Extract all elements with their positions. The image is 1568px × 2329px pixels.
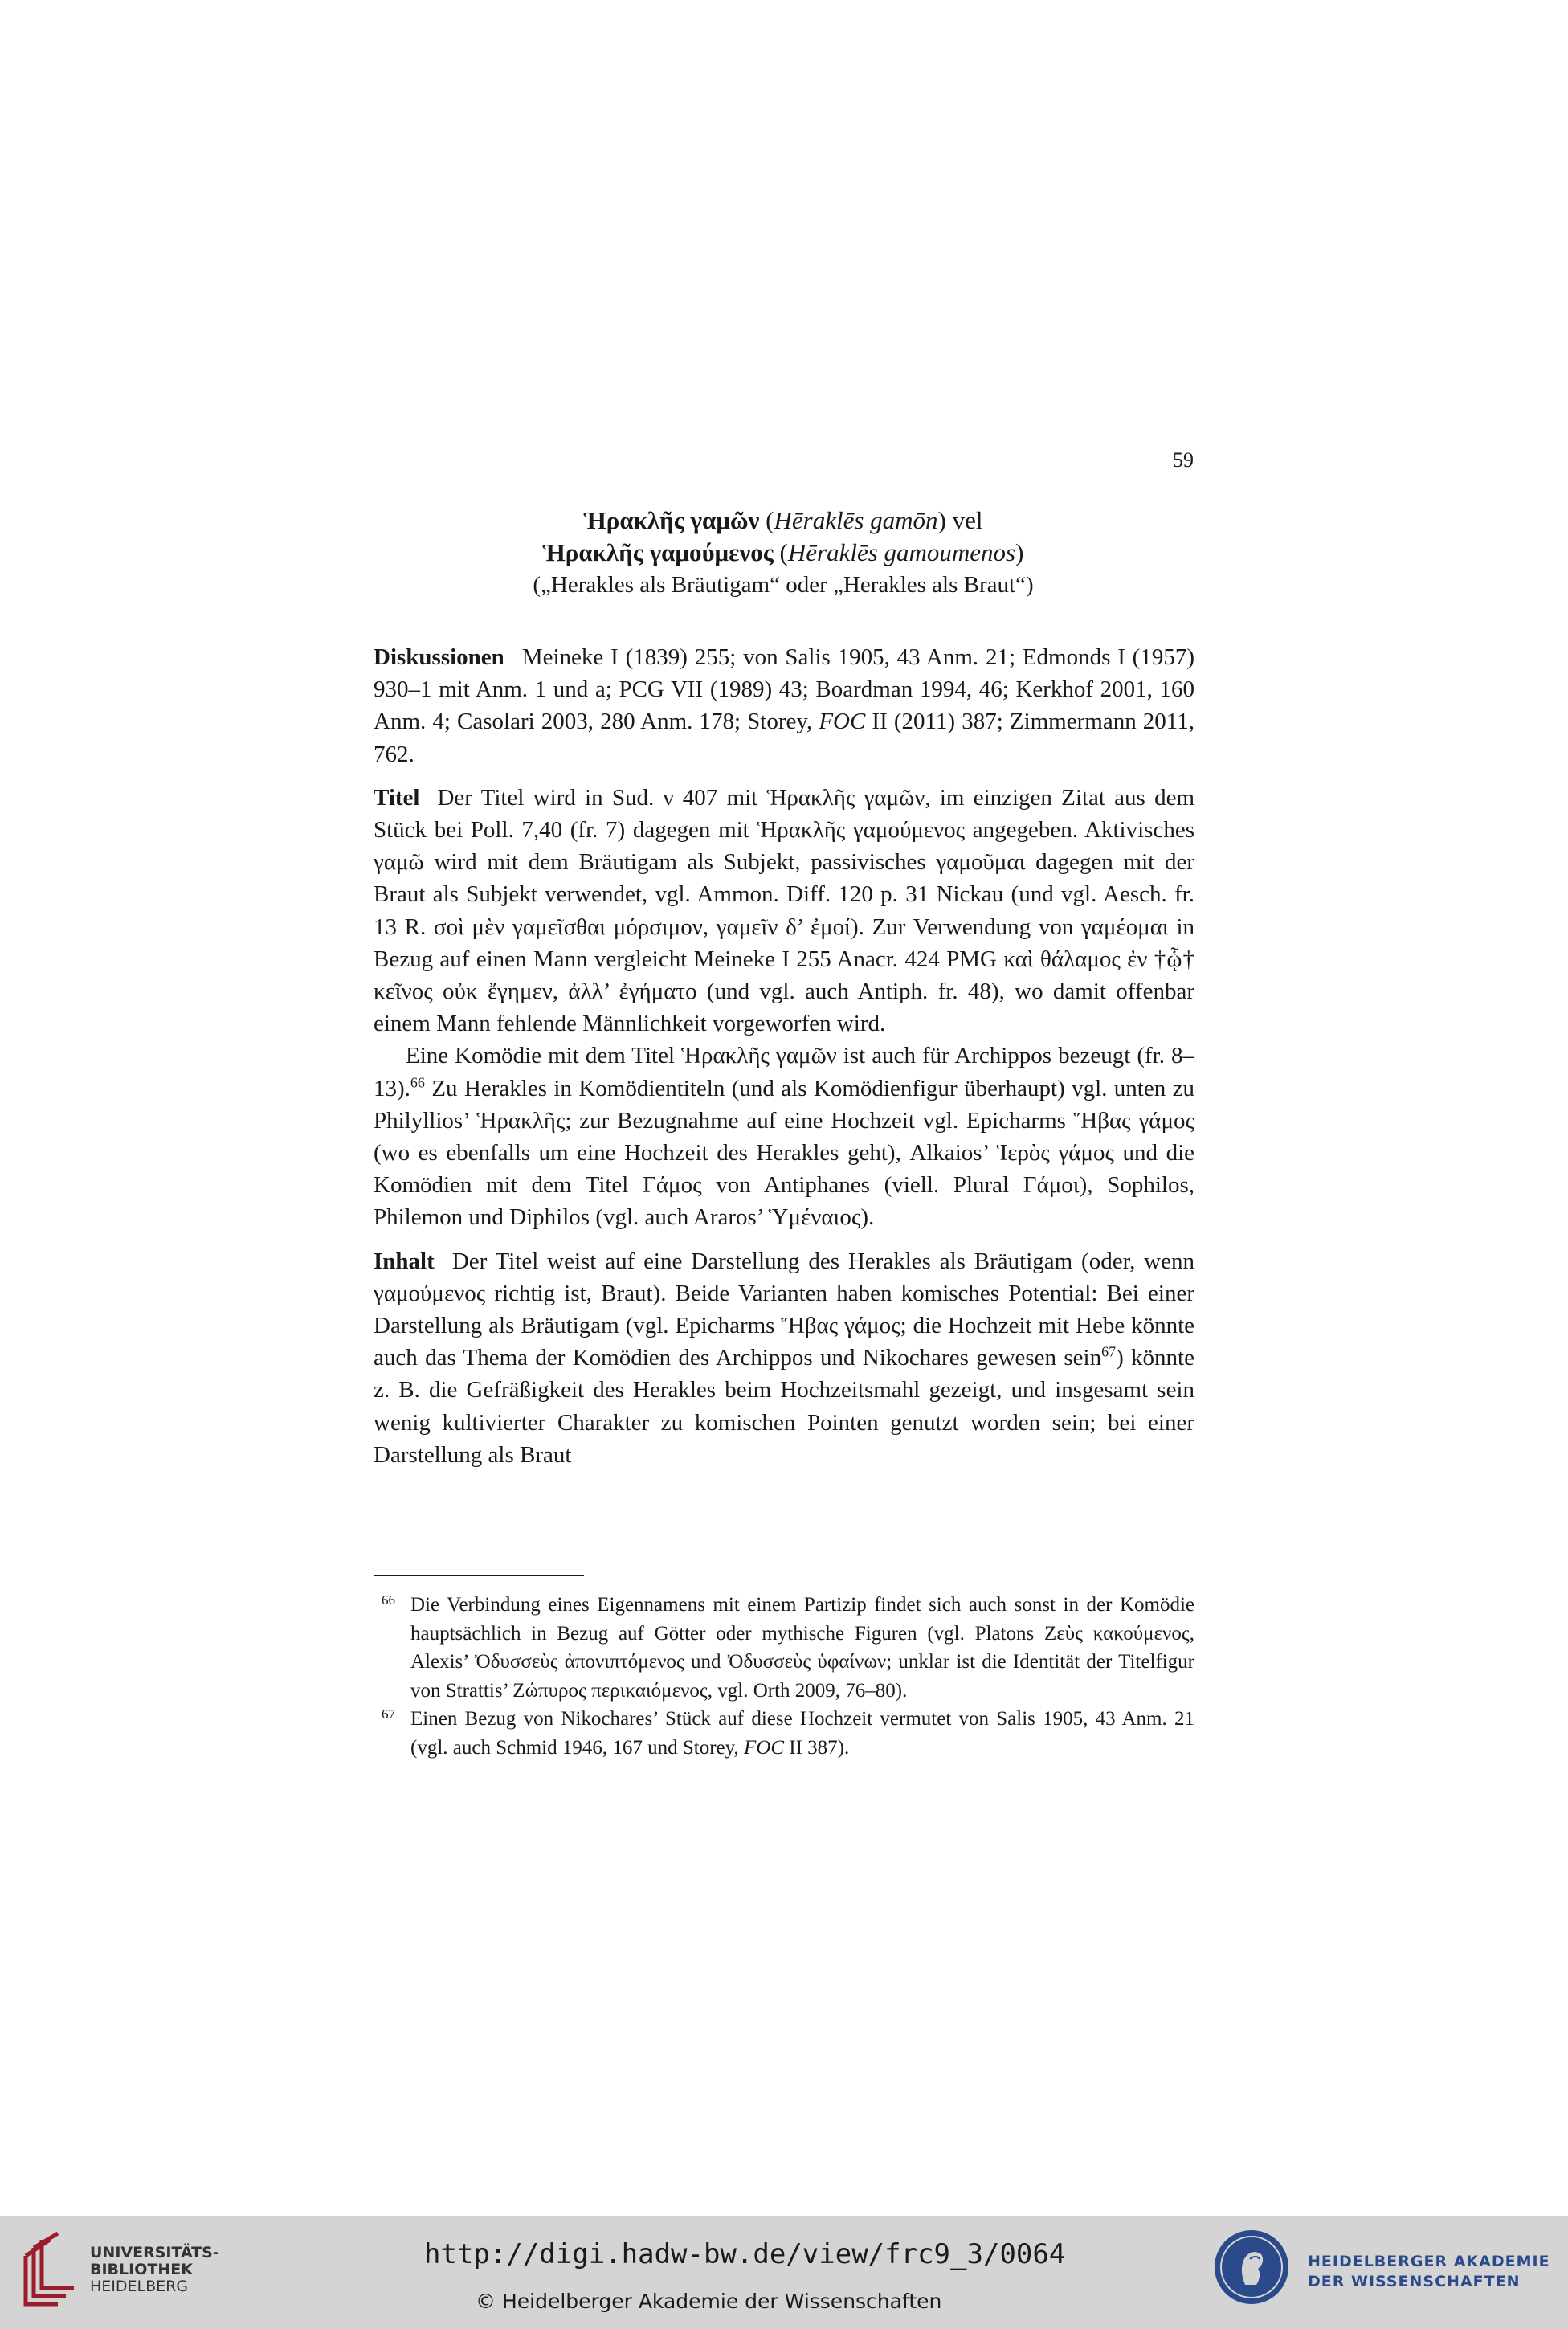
main-text: [374, 641, 1194, 1471]
title-greek-1: Ἡρακλῆς γαμῶν: [583, 506, 760, 534]
diskussionen-foc: FOC: [819, 709, 866, 735]
footnote-rule: [374, 1575, 584, 1576]
inhalt-text: Der Titel weist auf eine Darstellung des Herakles als Bräutigam (oder, wenn γαμούμενος richtig ist, Braut). Beide Varianten haben komisches Potential: Bei einer Darstellung als Bräutigam (vgl. Epicharms Ἥβας γάμος; die Hochzeit mit Hebe könnte auch das Thema der Komödien des Archippos und Nikochares gewesen sein: [374, 1248, 1194, 1371]
titel-para2-text-end: Zu Herakles in Komödientiteln (und als Komödienfigur überhaupt) vgl. unten zu Philyllios’ Ἡρακλῆς; zur Bezugnahme auf eine Hochzeit vgl. Epicharms Ἥβας γάμος (wo es ebenfalls um eine Hochzeit des Herakles geht), Alkaios’ Ἱερὸς γάμος und die Komödien mit dem Titel Γάμος von Antiphanes (viell. Plural Γάμοι), Sophilos, Philemon und Diphilos (vgl. auch Araros’ Ὑμέναιος).: [374, 1075, 1194, 1231]
heading-inhalt: Inhalt: [374, 1248, 435, 1274]
footer-bar: [0, 2216, 1568, 2329]
title-translit-2: Hēraklēs gamoumenos: [787, 538, 1016, 566]
title-line-1: Ἡρακλῆς γαμῶν (Hēraklēs gamōn) vel: [583, 506, 983, 534]
footnote-text-end: II 387).: [784, 1736, 850, 1759]
inhalt-text-end: ) könnte z. B. die Gefräßigkeit des Herakles beim Hochzeitsmahl gezeigt, und insgesamt sein wenig kultivierter Charakter zu komischen Pointen genutzt worden sein; bei einer Darstellung als Braut: [374, 1345, 1194, 1468]
diskussionen-text-end: II (2011) 387; Zimmermann 2011, 762.: [374, 709, 1194, 767]
title-vel: vel: [952, 506, 983, 534]
ub-line-2: BIBLIOTHEK: [90, 2261, 193, 2278]
hadw-line-2: DER WISSENSCHAFTEN: [1308, 2273, 1521, 2290]
title-line-2: Ἡρακλῆς γαμούμενος (Hēraklēs gamoumenos): [542, 538, 1024, 566]
hadw-line-1: HEIDELBERGER AKADEMIE: [1308, 2253, 1550, 2270]
page-number: 59: [1173, 448, 1194, 472]
section-inhalt: [374, 1245, 1194, 1471]
academy-seal-icon[interactable]: [1211, 2227, 1292, 2307]
diskussionen-text: Meineke I (1839) 255; von Salis 1905, 43 Anm. 21; Edmonds I (1957) 930–1 mit Anm. 1 und a; PCG VII (1989) 43; Boardman 1994, 46; Kerkhof 2001, 160 Anm. 4; Casolari 2003, 280 Anm. 178; Storey,: [374, 644, 1194, 735]
footnote-number: 67: [382, 1706, 395, 1722]
ub-line-1: UNIVERSITÄTS-: [90, 2244, 219, 2262]
copyright-notice: © Heidelberger Akademie der Wissenschaften: [476, 2290, 942, 2313]
footnote-number: 66: [382, 1592, 395, 1608]
footnote-ref-67[interactable]: 67: [1101, 1343, 1117, 1360]
academy-name: [1308, 2252, 1550, 2292]
title-block: [374, 505, 1193, 601]
title-translation: („Herakles als Bräutigam“ oder „Herakles als Braut“): [533, 572, 1034, 598]
heading-titel: Titel: [374, 784, 420, 811]
footnote-text: Einen Bezug von Nikochares’ Stück auf diese Hochzeit vermutet von Salis 1905, 43 Anm. 21 (vgl. auch Schmid 1946, 167 und Storey,: [410, 1708, 1194, 1759]
footnote-66: [382, 1591, 1194, 1705]
university-library-logo-icon[interactable]: [18, 2232, 82, 2312]
titel-paragraph-2: [374, 1040, 1194, 1233]
footnote-foc: FOC: [744, 1736, 785, 1759]
section-titel: [374, 782, 1194, 1040]
section-diskussionen: [374, 641, 1194, 770]
footnote-ref-66[interactable]: 66: [410, 1073, 425, 1090]
footnote-67: [382, 1705, 1194, 1762]
title-greek-2: Ἡρακλῆς γαμούμενος: [542, 538, 774, 566]
footnote-text: Die Verbindung eines Eigennamens mit einem Partizip findet sich auch sonst in der Komödie hauptsächlich in Bezug auf Götter oder mythische Figuren (vgl. Platons Ζεὺς κακούμενος, Alexis’ Ὀδυσσεὺς ἀπονιπτόμενος und Ὀδυσσεὺς ὑφαίνων; unklar ist die Identität der Titelfigur von Strattis’ Ζώπυρος περικαιόμενος, vgl. Orth 2009, 76–80).: [410, 1594, 1194, 1702]
university-library-name: [90, 2245, 219, 2295]
ub-line-3: HEIDELBERG: [90, 2278, 189, 2295]
titel-para2-text: Eine Komödie mit dem Titel Ἡρακλῆς γαμῶν ist auch für Archippos bezeugt (fr. 8–13).: [374, 1043, 1194, 1101]
heading-diskussionen: Diskussionen: [374, 644, 504, 670]
source-url-link[interactable]: http://digi.hadw-bw.de/view/frc9_3/0064: [424, 2238, 1066, 2270]
footnotes: [382, 1591, 1194, 1762]
titel-text: Der Titel wird in Sud. ν 407 mit Ἡρακλῆς γαμῶν, im einzigen Zitat aus dem Stück bei Poll. 7,40 (fr. 7) dagegen mit Ἡρακλῆς γαμούμενος angegeben. Aktivisches γαμῶ wird mit dem Bräutigam als Subjekt, passivisches γαμοῦμαι dagegen mit der Braut als Subjekt verwendet, vgl. Ammon. Diff. 120 p. 31 Nickau (und vgl. Aesch. fr. 13 R. σοὶ μὲν γαμεῖσθαι μόρσιμον, γαμεῖν δ’ ἐμοί). Zur Verwendung von γαμέομαι in Bezug auf einen Mann vergleicht Meineke I 255 Anacr. 424 PMG καὶ θάλαμος ἐν †ᾧ† κεῖνος οὐκ ἔγημεν, ἀλλ’ ἐγήματο (und vgl. auch Antiph. fr. 48), wo damit offenbar einem Mann fehlende Männlichkeit vorgeworfen wird.: [374, 784, 1194, 1037]
title-translit-1: Hēraklēs gamōn: [774, 506, 938, 534]
